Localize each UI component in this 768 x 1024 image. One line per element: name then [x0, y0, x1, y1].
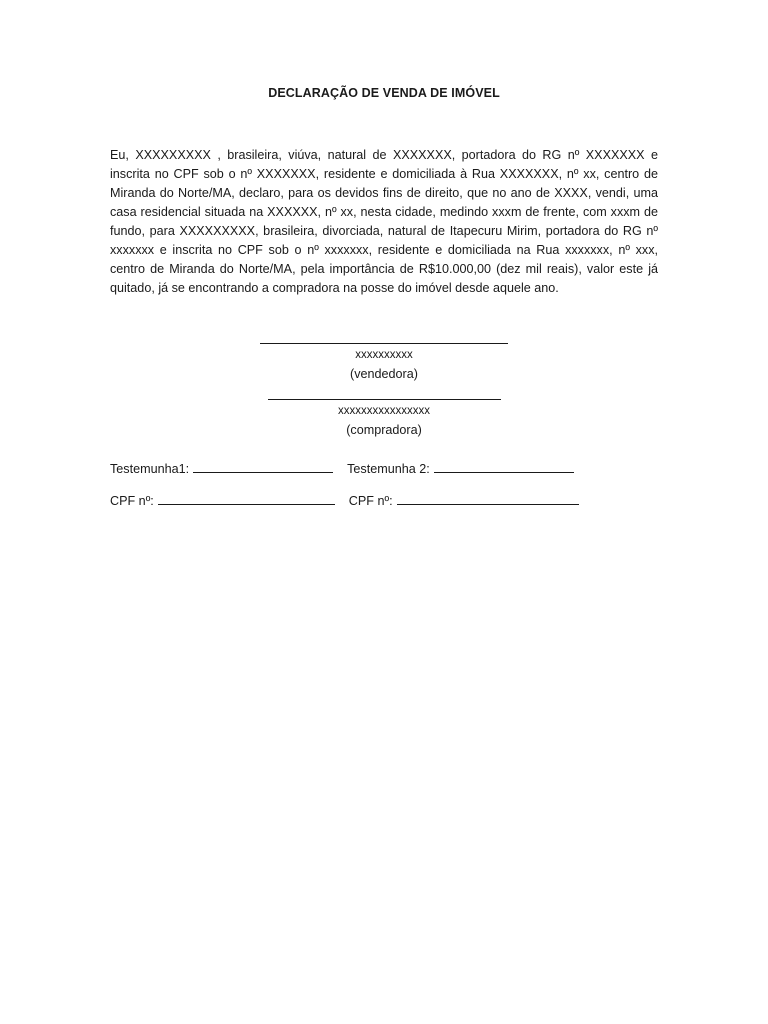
cpf1-field [158, 492, 335, 505]
cpf-row [110, 492, 579, 508]
cpf2-field [397, 492, 579, 505]
document-title: DECLARAÇÃO DE VENDA DE IMÓVEL [268, 86, 500, 100]
seller-name: xxxxxxxxxx [355, 349, 413, 361]
cpf1-label: CPF nº: [110, 494, 154, 508]
cpf2-label: CPF nº: [348, 494, 393, 508]
witness1-signature-field [193, 460, 333, 473]
declaration-paragraph: Eu, XXXXXXXXX , brasileira, viúva, natural de XXXXXXX, portadora do RG nº XXXXXXX e inscrita no CPF sob o nº XXXXXXX, residente e domiciliada à Rua XXXXXXX, nº xx, centro de Miranda do Norte/MA, declaro, para os devidos fins de direito, que no ano de XXXX, vendi, uma casa residencial situada na XXXXXX, nº xx, nesta cidade, medindo xxxm de frente, com xxxm de fundo, para XXXXXXXXX, brasileira, divorciada, natural de Itapecuru Mirim, portadora do RG nº xxxxxxx e inscrita no CPF sob o nº xxxxxxx, residente e domiciliada na Rua xxxxxxx, nº xxx, centro de Miranda do Norte/MA, pela importância de R$10.000,00 (dez mil reais), valor este já quitado, já se encontrando a compradora na posse do imóvel desde aquele ano. [110, 148, 658, 295]
witness-row [110, 460, 574, 476]
seller-role: (vendedora) [350, 367, 418, 381]
buyer-signature-line [268, 399, 501, 400]
witness2-signature-field [434, 460, 574, 473]
witness2-label: Testemunha 2: [347, 462, 430, 476]
seller-signature-line [260, 343, 508, 344]
witness1-label: Testemunha1: [110, 462, 190, 476]
buyer-name: xxxxxxxxxxxxxxxx [338, 405, 430, 417]
buyer-role: (compradora) [346, 423, 422, 437]
